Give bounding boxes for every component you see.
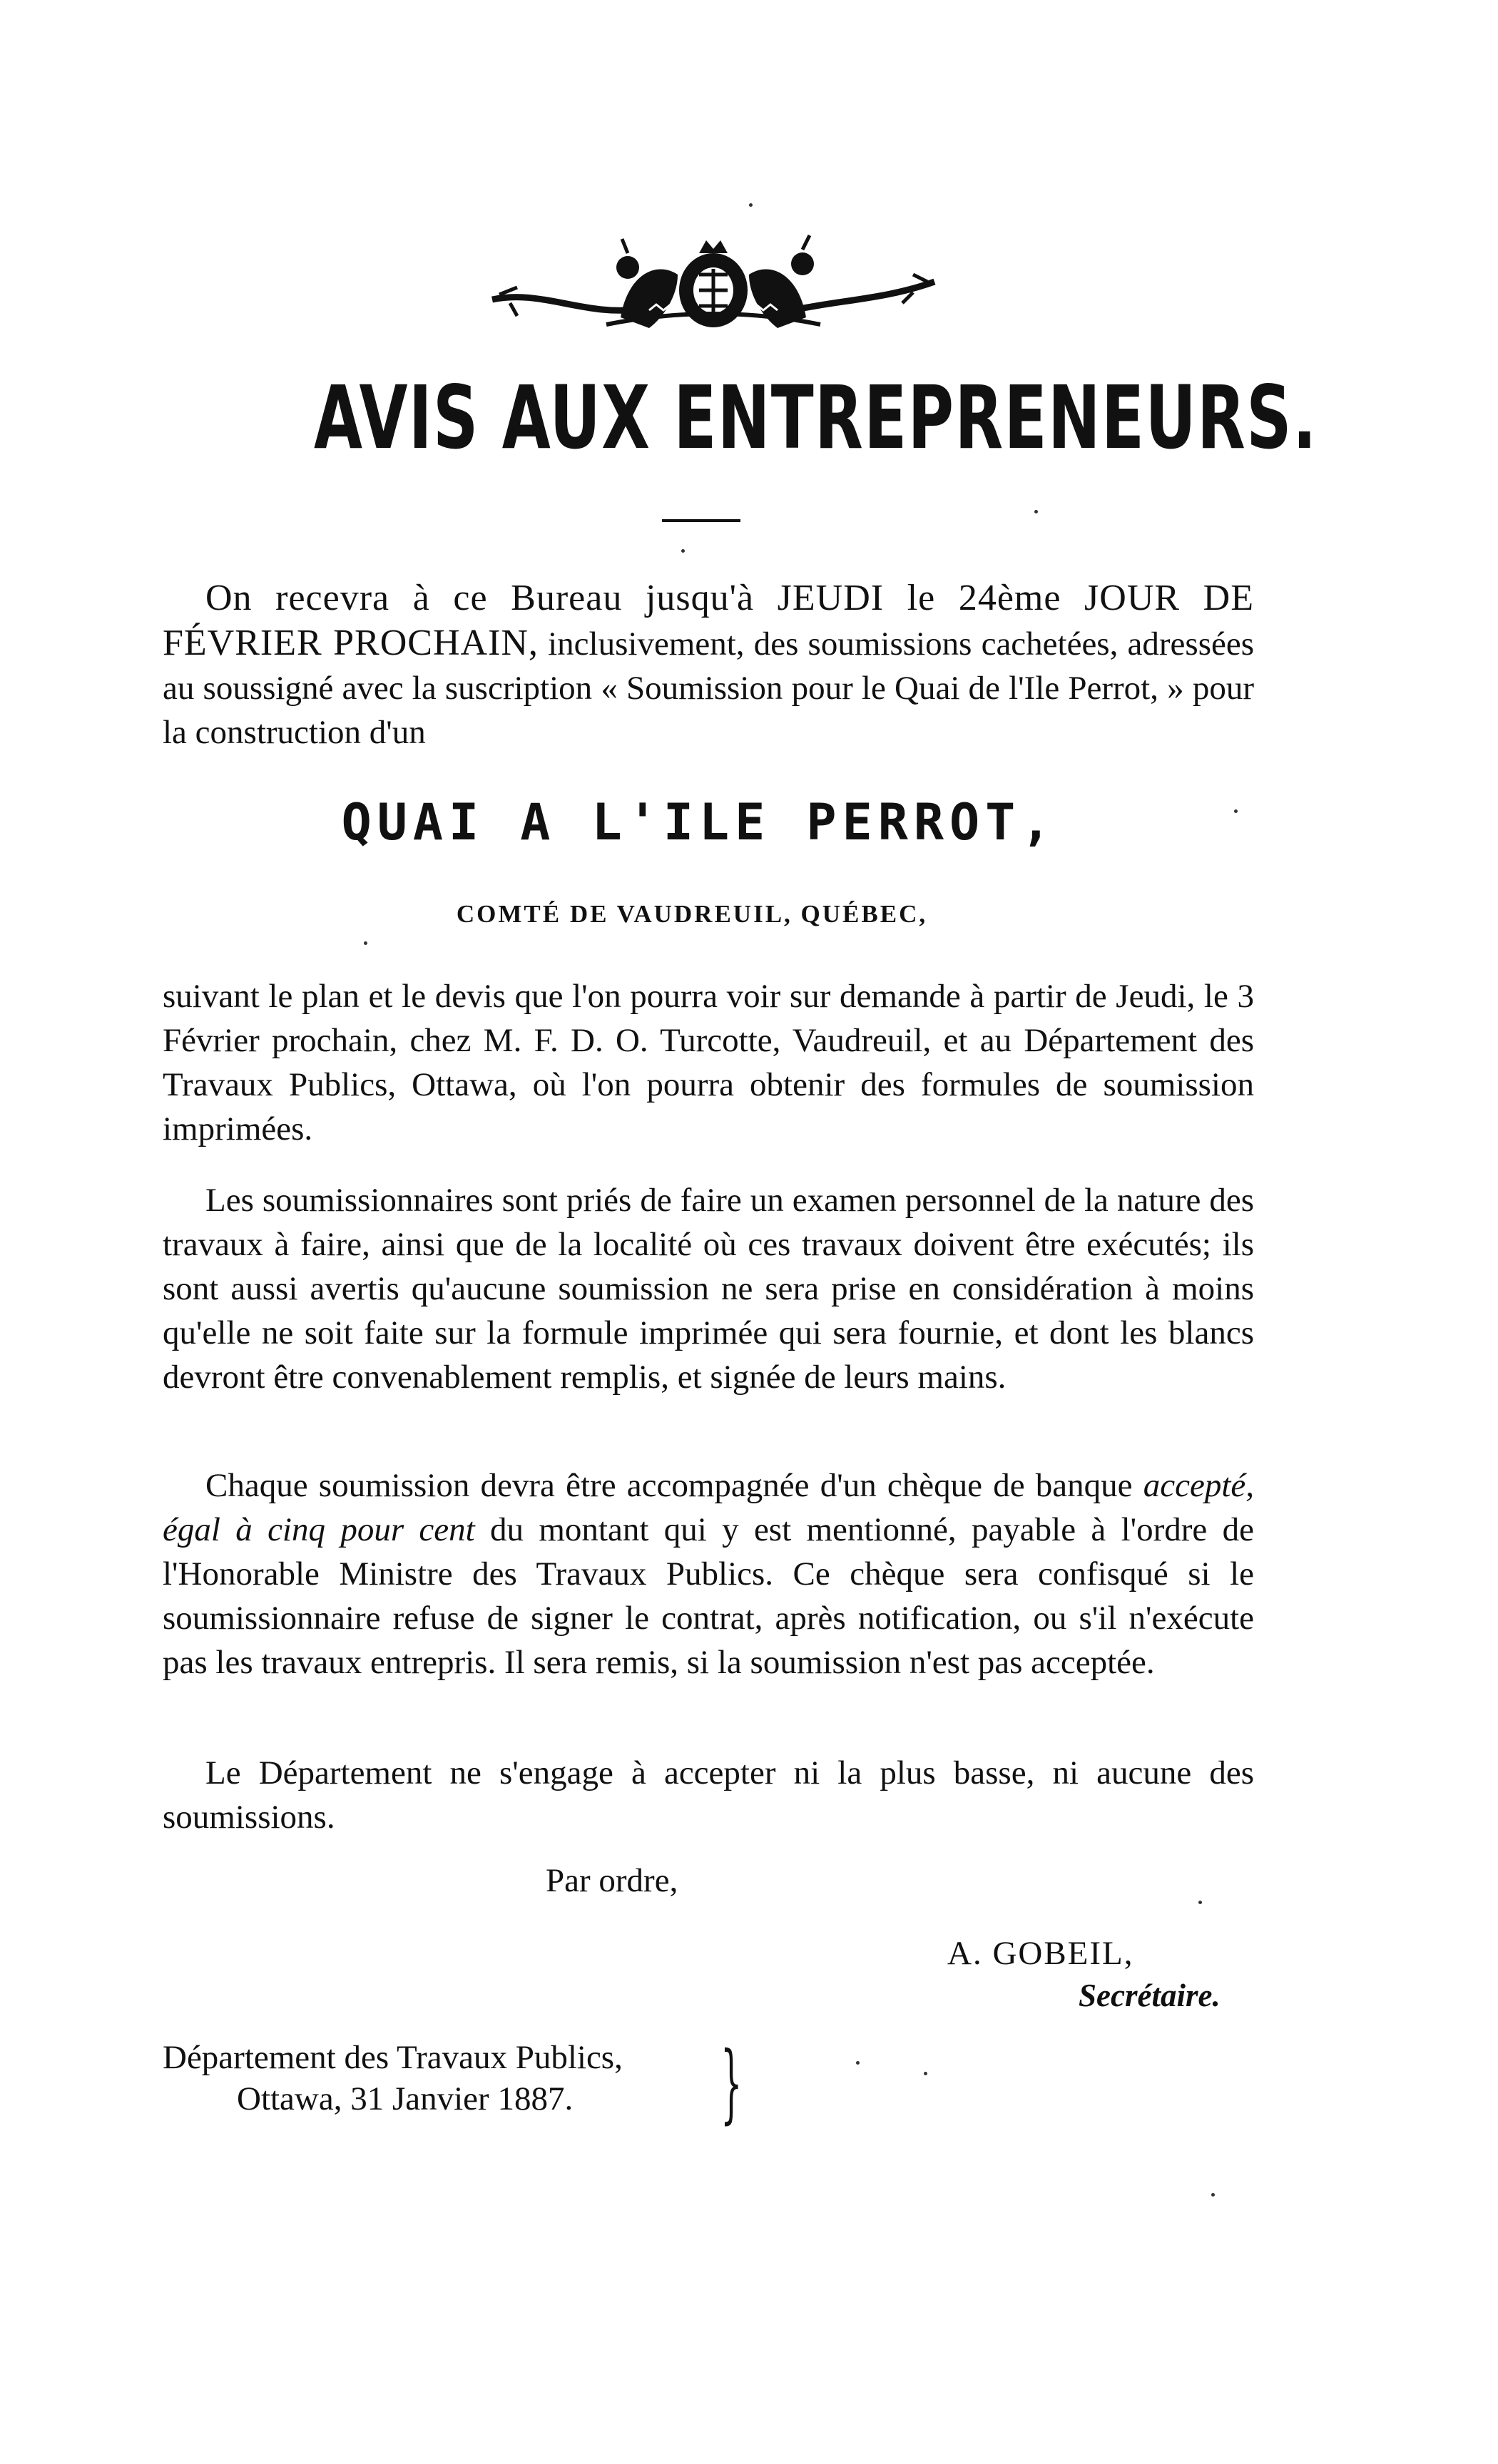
print-speck bbox=[364, 941, 367, 945]
plans-paragraph: suivant le plan et le devis que l'on pourra voir sur demande à partir de Jeudi, le 3 Février prochain, chez M. F. D. O. Turcotte, Vaudreuil, et au Département des Travaux Publics, Ottawa, où l'on pourra obtenir des formules de soumission imprimées. bbox=[163, 978, 1254, 1147]
cheque-text-italic: accepté, égal à cinq pour cent bbox=[163, 1467, 1254, 1548]
print-speck bbox=[1198, 1901, 1202, 1904]
print-speck bbox=[1034, 510, 1038, 513]
print-speck bbox=[681, 549, 685, 553]
title-divider bbox=[662, 519, 740, 522]
department-paragraph: Le Département ne s'engage à accepter ni la plus basse, ni aucune des soumissions. bbox=[163, 1754, 1254, 1836]
brace-icon: } bbox=[720, 2034, 743, 2133]
signer-name: A. GOBEIL, bbox=[947, 1935, 1134, 1972]
print-speck bbox=[924, 2072, 927, 2075]
cheque-text-end: du montant qui y est mentionné, payable à l'ordre de l'Honorable Ministre des Travaux Publics. Ce chèque sera confisqué si le soumissionnaire refuse de signer le contrat, après notification, ou s'il n'exécute pas les travaux entrepris. Il sera remis, si la soumission n'est pas acceptée. bbox=[163, 1511, 1254, 1681]
notice-title: AVIS AUX ENTREPRENEURS. bbox=[314, 367, 1318, 469]
print-speck bbox=[1211, 2193, 1215, 2197]
intro-paragraph bbox=[163, 576, 1254, 755]
signer-title: Secrétaire. bbox=[1079, 1978, 1221, 2013]
date-line: Ottawa, 31 Janvier 1887. bbox=[237, 2080, 574, 2117]
department-line: Département des Travaux Publics, bbox=[163, 2039, 623, 2076]
county-subheading: COMTÉ DE VAUDREUIL, QUÉBEC, bbox=[456, 900, 928, 928]
intro-rest: inclusivement, des soumissions cachetées, adressées au soussigné avec la suscription « Soumission pour le Quai de l'Ile Perrot, » pour la construction d'un bbox=[163, 625, 1254, 751]
print-speck bbox=[856, 2061, 860, 2065]
examination-paragraph: Les soumissionnaires sont priés de faire un examen personnel de la nature des travaux à faire, ainsi que de la localité où ces travaux doivent être exécutés; ils sont aussi avertis qu'aucune soumission ne sera prise en considération à moins qu'elle ne soit faite sur la formule imprimée qui sera fournie, et dont les blancs devront être convenablement remplis, et signée de leurs mains. bbox=[163, 1182, 1254, 1396]
cheque-text-start: Chaque soumission devra être accompagnée d'un chèque de banque bbox=[205, 1467, 1143, 1504]
print-speck bbox=[749, 203, 753, 207]
print-speck bbox=[1234, 809, 1238, 813]
order-line: Par ordre, bbox=[546, 1862, 678, 1899]
department-address bbox=[163, 2037, 623, 2120]
cheque-paragraph bbox=[163, 1463, 1254, 1685]
subject-heading: QUAI A L'ILE PERROT, bbox=[341, 793, 1057, 852]
royal-arms-ornament-icon bbox=[485, 232, 942, 335]
intro-lead: On recevra à ce Bureau jusqu'à JEUDI le 24ème JOUR DE FÉVRIER PROCHAIN, bbox=[163, 578, 1254, 663]
